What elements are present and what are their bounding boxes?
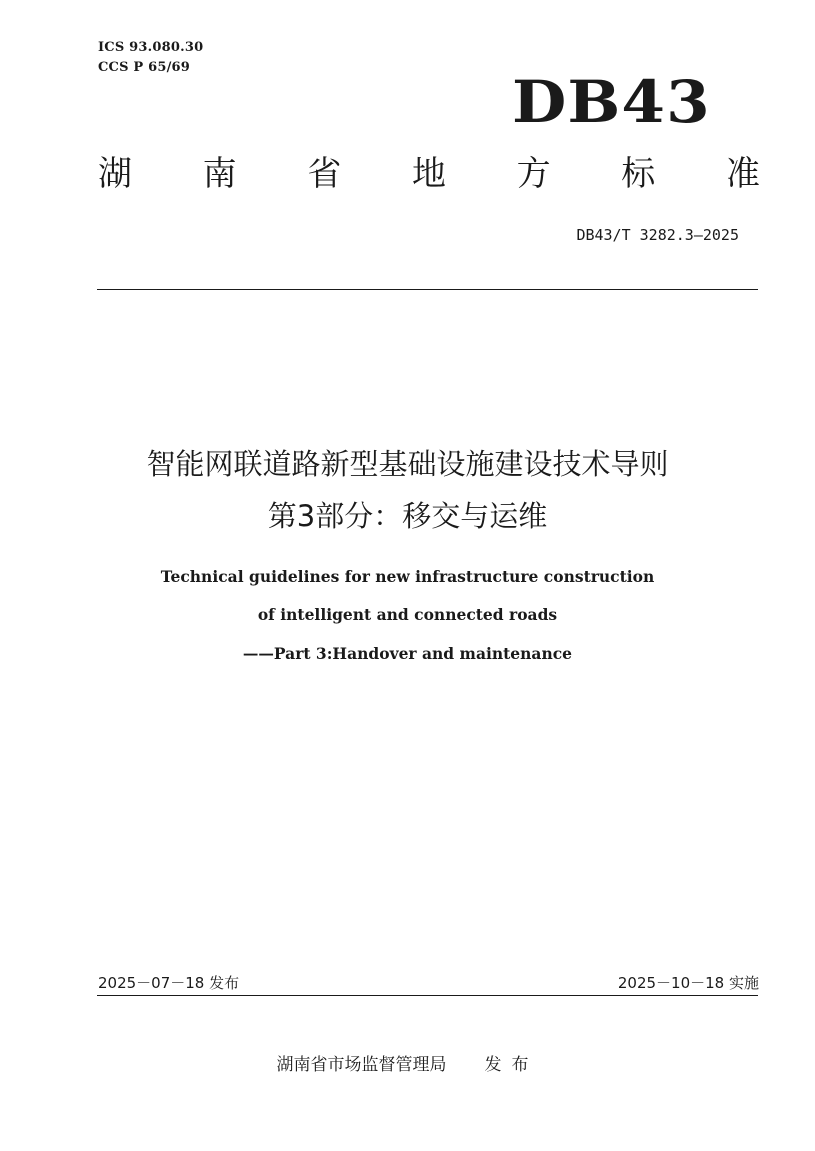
category-char: 湖 (98, 154, 132, 194)
top-divider (97, 289, 758, 290)
category-char: 方 (516, 154, 551, 194)
db-logo: DB43 (512, 68, 711, 136)
category-char: 省 (307, 154, 342, 194)
category-char: 南 (202, 154, 237, 194)
issuer-action: 发布 (484, 1055, 539, 1075)
category-char: 地 (411, 154, 446, 194)
english-title-line-3: ——Part 3:Handover and maintenance (242, 644, 573, 663)
ccs-code: CCS P 65/69 (98, 60, 191, 75)
english-title-line-1: Technical guidelines for new infrastructure construction (160, 567, 655, 586)
bottom-divider (97, 995, 758, 996)
issue-date: 2025－07－18 发布 (98, 974, 240, 992)
issuer (0, 1053, 815, 1077)
ics-code: ICS 93.080.30 (98, 40, 204, 55)
chinese-title-line-1: 智能网联道路新型基础设施建设技术导则 (146, 447, 669, 481)
implementation-date: 2025－10－18 实施 (617, 974, 759, 992)
chinese-title-line-2: 第3部分：移交与运维 (267, 499, 548, 533)
issuer-name: 湖南省市场监督管理局 (276, 1055, 447, 1075)
classification-codes (98, 38, 203, 78)
english-title-line-2: of intelligent and connected roads (257, 605, 558, 624)
standard-category (98, 150, 760, 198)
category-char: 准 (725, 154, 760, 194)
standard-number: DB43/T 3282.3—2025 (576, 226, 739, 244)
category-char: 标 (621, 154, 656, 194)
